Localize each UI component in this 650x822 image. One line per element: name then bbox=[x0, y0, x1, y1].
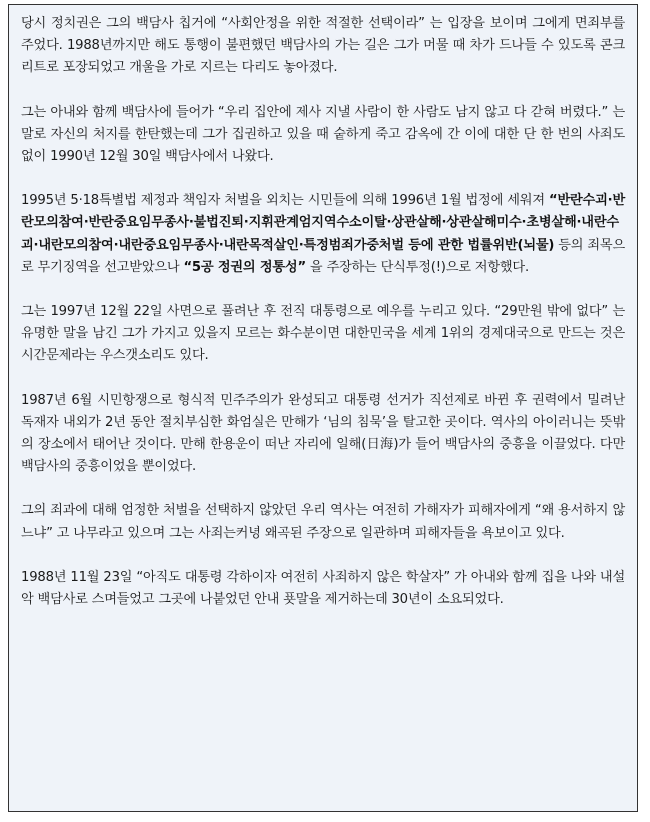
paragraph-4 bbox=[21, 301, 625, 368]
text-segment: 당시 정치권은 그의 백담사 칩거에 “사회안정을 위한 적절한 선택이라” 는 입장을 보이며 그에게 면죄부를 주었다. 1988년까지만 해도 통행이 불편했던 백담사의 가는 길은 그가 머물 때 차가 드나들 수 있도록 콘크리트로 포장되었고 개울을 가로 지르는 다리도 놓아졌다. bbox=[21, 16, 625, 76]
legitimacy-claim: “5공 정권의 정통성” bbox=[183, 259, 306, 275]
text-segment: 1995년 5·18특별법 제정과 책임자 처벌을 외치는 시민들에 의해 1996년 1월 법정에 세워져 bbox=[21, 193, 550, 209]
text-segment: 을 주장하는 단식투정(!)으로 저항했다. bbox=[305, 259, 529, 275]
paragraph-2 bbox=[21, 102, 625, 169]
paragraph-3 bbox=[21, 190, 625, 279]
text-segment: 1987년 6월 시민항쟁으로 형식적 민주주의가 완성되고 대통령 선거가 직선제로 바뀐 후 권력에서 밀려난 독재자 내외가 2년 동안 절치부심한 화엄실은 만해가 ‘님의 침묵’을 탈고한 곳이다. 역사의 아이러니는 뜻밖의 장소에서 태어난 것이다. 만해 한용운이 떠난 자리에 일해(日海)가 들어 백담사의 중흥을 이끌었다. 다만 백담사의 중흥이었을 뿐이었다. bbox=[21, 392, 625, 475]
text-segment: 그는 아내와 함께 백담사에 들어가 “우리 집안에 제사 지낼 사람이 한 사람도 남지 않고 다 갇혀 버렸다.” 는 말로 자신의 처지를 한탄했는데 그가 집권하고 있을 때 숱하게 죽고 감옥에 간 이에 대한 단 한 번의 사죄도 없이 1990년 12월 30일 백담사에서 나왔다. bbox=[21, 104, 625, 165]
text-segment: 그의 죄과에 대해 엄정한 처벌을 선택하지 않았던 우리 역사는 여전히 가해자가 피해자에게 “왜 용서하지 않느냐” 고 나무라고 있으며 그는 사죄는커녕 왜곡된 주장으로 일관하며 피해자들을 욕보이고 있다. bbox=[21, 503, 625, 541]
text-box bbox=[8, 4, 638, 812]
text-segment: 그는 1997년 12월 22일 사면으로 풀려난 후 전직 대통령으로 예우를 누리고 있다. “29만원 밖에 없다” 는 유명한 말을 남긴 그가 가지고 있을지 모르는 화수분이면 대한민국을 세계 1위의 경제대국으로 만드는 것은 시간문제라는 우스갯소리도 있다. bbox=[21, 304, 625, 364]
paragraph-1 bbox=[21, 13, 625, 80]
text-segment: 등의 죄목으로 무기징역을 선고받았으나 bbox=[21, 237, 626, 275]
article-body bbox=[21, 13, 625, 633]
text-segment: 1988년 11월 23일 “아직도 대통령 각하이자 여전히 사죄하지 않은 학살자” 가 아내와 함께 집을 나와 내설악 백담사로 스며들었고 그곳에 나붙었던 안내 푯말을 제거하는데 30년이 소요되었다. bbox=[21, 569, 625, 608]
paragraph-6 bbox=[21, 500, 625, 544]
paragraph-5 bbox=[21, 390, 625, 479]
paragraph-7 bbox=[21, 567, 625, 611]
charges-list: “반란수괴·반란모의참여·반란중요임무종사·불법진퇴·지휘관계엄지역수소이탈·상관살해·상관살해미수·초병살해·내란수괴·내란모의참여·내란중요임무종사·내란목적살인·특정범죄가중처벌 등에 관한 법률위반(뇌물) bbox=[21, 193, 625, 253]
